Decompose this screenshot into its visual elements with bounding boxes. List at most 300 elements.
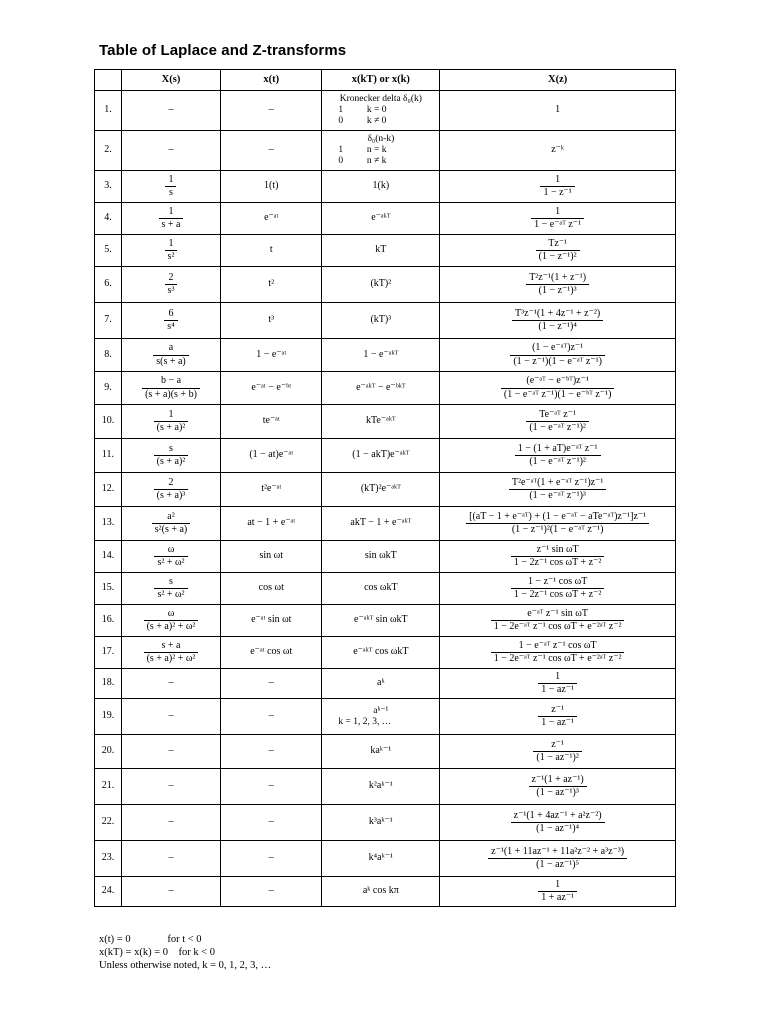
- z-fraction: [531, 207, 584, 231]
- header-laplace: X(s): [121, 70, 220, 91]
- row-number: 4.: [95, 203, 122, 235]
- z-numerator: Te⁻ᵃᵀ z⁻¹: [526, 410, 589, 423]
- z-numerator: z⁻¹: [538, 705, 577, 718]
- row-number: 14.: [95, 541, 122, 573]
- z-denominator: (1 − e⁻ᵃᵀ z⁻¹)(1 − e⁻ᵇᵀ z⁻¹): [503, 388, 612, 400]
- header-z: X(z): [440, 70, 676, 91]
- z-numerator: z⁻¹ sin ωT: [511, 545, 605, 558]
- table-row: [95, 805, 676, 841]
- row-number: 16.: [95, 605, 122, 637]
- z-denominator: 1 − 2e⁻ᵃᵀ z⁻¹ cos ωT + e⁻²ᵃᵀ z⁻²: [493, 621, 622, 632]
- discrete-function-cell: [322, 267, 440, 303]
- z-numerator: z⁻¹(1 + 4az⁻¹ + a²z⁻²): [511, 811, 605, 824]
- z-numerator: 1: [540, 175, 574, 188]
- laplace-denominator: s²: [167, 251, 175, 262]
- laplace-value: –: [168, 852, 174, 864]
- z-numerator: (e⁻ᵃᵀ − e⁻ᵇᵀ)z⁻¹: [501, 376, 615, 389]
- laplace-denominator: (s + a)²: [156, 422, 186, 433]
- laplace-fraction: [165, 175, 176, 199]
- time-function-cell: –: [221, 91, 322, 131]
- z-fraction: [501, 376, 615, 400]
- table-row: [95, 637, 676, 669]
- z-fraction: [540, 175, 574, 199]
- z-numerator: 1: [531, 207, 584, 220]
- table-row: [95, 267, 676, 303]
- table-row: [95, 573, 676, 605]
- laplace-numerator: ω: [154, 545, 187, 558]
- discrete-function-cell: [322, 235, 440, 267]
- laplace-value: –: [168, 816, 174, 828]
- discrete-function-cell: [322, 507, 440, 541]
- z-numerator: (1 − e⁻ᵃᵀ)z⁻¹: [510, 343, 605, 356]
- discrete-function-cell: [322, 841, 440, 877]
- z-transform-cell: [440, 203, 676, 235]
- z-fraction: [529, 775, 587, 799]
- z-numerator: 1: [538, 672, 577, 685]
- discrete-value: aᵏ cos kπ: [362, 885, 399, 897]
- laplace-fraction: [165, 239, 178, 263]
- discrete-function-cell: [322, 605, 440, 637]
- transform-table: [94, 69, 676, 907]
- laplace-denominator: (s + a)(s + b): [145, 388, 197, 400]
- discrete-function-cell: [322, 877, 440, 907]
- laplace-numerator: 6: [164, 309, 177, 322]
- laplace-value: –: [168, 885, 174, 897]
- z-fraction: [526, 410, 589, 434]
- z-denominator: (1 − z⁻¹)(1 − e⁻ᵃᵀ z⁻¹): [513, 355, 602, 367]
- discrete-line: 0 n ≠ k: [338, 155, 387, 166]
- z-numerator: e⁻ᵃᵀ z⁻¹ sin ωT: [491, 609, 625, 622]
- table-row: [95, 235, 676, 267]
- z-denominator: (1 − z⁻¹)²: [538, 251, 577, 262]
- laplace-numerator: 1: [165, 175, 176, 188]
- discrete-value: (1 − akT)e⁻ᵃᵏᵀ: [352, 449, 410, 461]
- time-function-cell: e⁻ᵃᵗ cos ωt: [221, 637, 322, 669]
- laplace-cell: [121, 171, 220, 203]
- header-time: x(t): [221, 70, 322, 91]
- row-number: 19.: [95, 699, 122, 735]
- laplace-cell: [121, 235, 220, 267]
- discrete-value: (kT)²e⁻ᵃᵏᵀ: [360, 483, 401, 495]
- laplace-numerator: b − a: [142, 376, 200, 389]
- laplace-numerator: a²: [152, 512, 191, 525]
- laplace-denominator: s²(s + a): [154, 524, 188, 535]
- table-row: [95, 303, 676, 339]
- laplace-fraction: [142, 376, 200, 400]
- time-function-cell: –: [221, 735, 322, 769]
- discrete-function-cell: [322, 339, 440, 372]
- laplace-cell: [121, 637, 220, 669]
- discrete-value: 1 − e⁻ᵃᵏᵀ: [363, 348, 399, 360]
- z-transform-cell: [440, 637, 676, 669]
- laplace-cell: [121, 841, 220, 877]
- row-number: 18.: [95, 669, 122, 699]
- discrete-value: kTe⁻ᵃᵏᵀ: [366, 415, 396, 427]
- table-row: [95, 699, 676, 735]
- laplace-cell: [121, 267, 220, 303]
- table-row: [95, 669, 676, 699]
- table-row: [95, 171, 676, 203]
- laplace-denominator: s³: [167, 285, 175, 296]
- laplace-value: –: [168, 144, 174, 156]
- laplace-fraction: [154, 577, 187, 601]
- time-function-cell: –: [221, 669, 322, 699]
- discrete-value: e⁻ᵃᵏᵀ cos ωkT: [353, 646, 409, 658]
- z-transform-cell: [440, 405, 676, 439]
- z-denominator: (1 − e⁻ᵃᵀ z⁻¹)²: [529, 456, 586, 467]
- time-function-cell: e⁻ᵃᵗ − e⁻ᵇᵗ: [221, 372, 322, 405]
- laplace-denominator: s² + ω²: [157, 589, 185, 600]
- discrete-function-cell: [322, 203, 440, 235]
- table-row: [95, 203, 676, 235]
- discrete-line: k = 1, 2, 3, …: [338, 716, 392, 727]
- laplace-numerator: 2: [154, 478, 189, 491]
- z-denominator: 1 + az⁻¹: [541, 892, 575, 903]
- laplace-cell: [121, 405, 220, 439]
- z-transform-cell: [440, 439, 676, 473]
- z-denominator: (1 − az⁻¹)³: [536, 787, 579, 798]
- z-transform-cell: [440, 507, 676, 541]
- discrete-value: k⁴aᵏ⁻¹: [368, 852, 394, 864]
- table-row: [95, 735, 676, 769]
- laplace-numerator: 1: [154, 410, 189, 423]
- z-denominator: (1 − az⁻¹)⁵: [536, 859, 580, 870]
- z-fraction: [538, 672, 577, 696]
- z-numerator: z⁻¹: [533, 740, 581, 753]
- table-row: [95, 541, 676, 573]
- z-numerator: z⁻¹(1 + az⁻¹): [529, 775, 587, 788]
- z-fraction: [538, 705, 577, 729]
- z-transform-cell: [440, 267, 676, 303]
- z-transform-cell: [440, 171, 676, 203]
- z-fraction: [466, 512, 649, 536]
- table-body: [95, 91, 676, 907]
- laplace-denominator: s + a: [161, 219, 181, 230]
- laplace-numerator: 2: [165, 273, 178, 286]
- discrete-function-cell: [322, 735, 440, 769]
- time-function-cell: t: [221, 235, 322, 267]
- z-transform-cell: [440, 339, 676, 372]
- discrete-value: cos ωkT: [364, 582, 398, 594]
- row-number: 1.: [95, 91, 122, 131]
- z-numerator: T²z⁻¹(1 + z⁻¹): [526, 273, 589, 286]
- time-function-cell: –: [221, 877, 322, 907]
- z-numerator: [(aT − 1 + e⁻ᵃᵀ) + (1 − e⁻ᵃᵀ − aTe⁻ᵃᵀ)z⁻¹]z⁻¹: [466, 512, 649, 525]
- z-transform-cell: [440, 769, 676, 805]
- discrete-value: e⁻ᵃᵏᵀ: [371, 212, 391, 224]
- z-numerator: T²e⁻ᵃᵀ(1 + e⁻ᵃᵀ z⁻¹)z⁻¹: [509, 478, 606, 491]
- discrete-value: kT: [375, 244, 387, 256]
- z-numerator: T³z⁻¹(1 + 4z⁻¹ + z⁻²): [512, 309, 603, 322]
- discrete-function-cell: [322, 473, 440, 507]
- row-number: 6.: [95, 267, 122, 303]
- laplace-numerator: s: [154, 444, 189, 457]
- header-discrete: x(kT) or x(k): [322, 70, 440, 91]
- discrete-value: (kT)²: [370, 278, 392, 290]
- time-function-cell: cos ωt: [221, 573, 322, 605]
- laplace-denominator: s: [169, 187, 173, 198]
- row-number: 22.: [95, 805, 122, 841]
- laplace-denominator: s⁴: [167, 321, 175, 332]
- table-row: [95, 507, 676, 541]
- z-transform-cell: [440, 573, 676, 605]
- laplace-cell: [121, 91, 220, 131]
- discrete-function-cell: [322, 91, 440, 131]
- laplace-cell: [121, 769, 220, 805]
- discrete-line: aᵏ⁻¹: [373, 705, 389, 716]
- laplace-numerator: s: [154, 577, 187, 590]
- z-transform-cell: [440, 841, 676, 877]
- discrete-function-cell: [322, 171, 440, 203]
- discrete-line: 1 n = k: [338, 145, 387, 156]
- z-transform-cell: [440, 877, 676, 907]
- laplace-fraction: [154, 478, 189, 502]
- row-number: 8.: [95, 339, 122, 372]
- discrete-function-cell: [322, 669, 440, 699]
- laplace-denominator: s² + ω²: [157, 557, 185, 568]
- discrete-value: (kT)³: [370, 314, 392, 326]
- laplace-cell: [121, 339, 220, 372]
- table-row: [95, 769, 676, 805]
- time-function-cell: e⁻ᵃᵗ: [221, 203, 322, 235]
- time-function-cell: t²: [221, 267, 322, 303]
- table-row: [95, 339, 676, 372]
- laplace-cell: [121, 303, 220, 339]
- laplace-fraction: [144, 609, 199, 633]
- table-row: [95, 405, 676, 439]
- discrete-function-cell: [322, 699, 440, 735]
- footnote: Unless otherwise noted, k = 0, 1, 2, 3, …: [99, 960, 272, 971]
- laplace-numerator: s + a: [144, 641, 199, 654]
- row-number: 13.: [95, 507, 122, 541]
- z-numerator: z⁻¹(1 + 11az⁻¹ + 11a²z⁻² + a³z⁻³): [488, 847, 627, 860]
- laplace-fraction: [159, 207, 184, 231]
- laplace-fraction: [152, 512, 191, 536]
- discrete-value: e⁻ᵃᵏᵀ sin ωkT: [354, 614, 408, 626]
- discrete-function-cell: [322, 637, 440, 669]
- table-row: [95, 605, 676, 637]
- laplace-denominator: (s + a)² + ω²: [146, 621, 196, 632]
- laplace-fraction: [154, 545, 187, 569]
- laplace-fraction: [154, 444, 189, 468]
- z-value: z⁻ᵏ: [551, 144, 565, 156]
- z-fraction: [491, 641, 625, 665]
- footnotes: [99, 933, 271, 972]
- z-denominator: 1 − az⁻¹: [541, 717, 575, 728]
- discrete-function-cell: [322, 303, 440, 339]
- table-row: [95, 372, 676, 405]
- laplace-cell: [121, 805, 220, 841]
- laplace-fraction: [164, 309, 177, 333]
- z-denominator: 1 − z⁻¹: [543, 187, 572, 198]
- header-index: [95, 70, 122, 91]
- table-row: [95, 841, 676, 877]
- laplace-cell: [121, 372, 220, 405]
- z-denominator: (1 − z⁻¹)⁴: [538, 321, 577, 332]
- row-number: 17.: [95, 637, 122, 669]
- laplace-value: –: [168, 745, 174, 757]
- z-denominator: (1 − az⁻¹)²: [536, 752, 579, 763]
- z-transform-cell: [440, 91, 676, 131]
- laplace-cell: [121, 699, 220, 735]
- table-row: [95, 131, 676, 171]
- table-row: [95, 439, 676, 473]
- z-denominator: (1 − e⁻ᵃᵀ z⁻¹)²: [529, 422, 586, 433]
- z-transform-cell: [440, 669, 676, 699]
- z-denominator: 1 − az⁻¹: [541, 684, 575, 695]
- time-function-cell: 1 − e⁻ᵃᵗ: [221, 339, 322, 372]
- time-function-cell: (1 − at)e⁻ᵃᵗ: [221, 439, 322, 473]
- laplace-denominator: (s + a)³: [156, 490, 186, 501]
- discrete-value: aᵏ: [377, 677, 385, 689]
- discrete-function-cell: [322, 769, 440, 805]
- laplace-value: –: [168, 677, 174, 689]
- laplace-fraction: [153, 343, 189, 367]
- row-number: 21.: [95, 769, 122, 805]
- laplace-cell: [121, 507, 220, 541]
- z-fraction: [511, 577, 605, 601]
- row-number: 15.: [95, 573, 122, 605]
- table-row: [95, 473, 676, 507]
- laplace-cell: [121, 473, 220, 507]
- row-number: 12.: [95, 473, 122, 507]
- time-function-cell: –: [221, 805, 322, 841]
- laplace-numerator: 1: [159, 207, 184, 220]
- z-transform-cell: [440, 805, 676, 841]
- table-row: [95, 91, 676, 131]
- laplace-cell: [121, 605, 220, 637]
- laplace-cell: [121, 541, 220, 573]
- discrete-line: 0 k ≠ 0: [338, 115, 387, 126]
- row-number: 10.: [95, 405, 122, 439]
- discrete-value: 1(k): [372, 180, 390, 192]
- z-value: 1: [555, 104, 561, 116]
- z-transform-cell: [440, 372, 676, 405]
- z-fraction: [533, 740, 581, 764]
- discrete-line: Kronecker delta δ₀(k): [339, 94, 422, 105]
- discrete-value: k³aᵏ⁻¹: [368, 816, 393, 828]
- table-row: [95, 877, 676, 907]
- z-transform-cell: [440, 735, 676, 769]
- discrete-function-cell: [322, 573, 440, 605]
- laplace-cell: [121, 439, 220, 473]
- time-function-cell: –: [221, 131, 322, 171]
- laplace-fraction: [154, 410, 189, 434]
- z-fraction: [510, 343, 605, 367]
- discrete-value: sin ωkT: [364, 550, 397, 562]
- laplace-cell: [121, 203, 220, 235]
- z-fraction: [491, 609, 625, 633]
- laplace-cell: [121, 573, 220, 605]
- z-denominator: (1 − e⁻ᵃᵀ z⁻¹)³: [529, 490, 586, 501]
- laplace-cell: [121, 669, 220, 699]
- z-fraction: [526, 273, 589, 297]
- discrete-value: akT − 1 + e⁻ᵃᵏᵀ: [350, 517, 412, 529]
- z-fraction: [536, 239, 580, 263]
- page-title: Table of Laplace and Z-transforms: [99, 42, 347, 59]
- z-denominator: 1 − e⁻ᵃᵀ z⁻¹: [534, 219, 582, 230]
- discrete-value: kaᵏ⁻¹: [370, 745, 392, 757]
- laplace-numerator: ω: [144, 609, 199, 622]
- z-numerator: 1 − e⁻ᵃᵀ z⁻¹ cos ωT: [491, 641, 625, 654]
- discrete-line: 1 k = 0: [338, 105, 387, 116]
- time-function-cell: –: [221, 841, 322, 877]
- time-function-cell: sin ωt: [221, 541, 322, 573]
- z-transform-cell: [440, 235, 676, 267]
- footnote: x(kT) = x(k) = 0 for k < 0: [99, 947, 216, 958]
- laplace-denominator: s(s + a): [156, 355, 186, 367]
- time-function-cell: –: [221, 699, 322, 735]
- z-transform-cell: [440, 541, 676, 573]
- laplace-cell: [121, 877, 220, 907]
- z-fraction: [515, 444, 601, 468]
- discrete-function-cell: [322, 439, 440, 473]
- row-number: 3.: [95, 171, 122, 203]
- time-function-cell: t²e⁻ᵃᵗ: [221, 473, 322, 507]
- row-number: 20.: [95, 735, 122, 769]
- z-transform-cell: [440, 605, 676, 637]
- laplace-fraction: [144, 641, 199, 665]
- discrete-line: δ₀(n-k): [367, 134, 395, 145]
- discrete-value: e⁻ᵃᵏᵀ − e⁻ᵇᵏᵀ: [356, 381, 406, 393]
- table-header-row: [95, 70, 676, 91]
- row-number: 9.: [95, 372, 122, 405]
- z-numerator: Tz⁻¹: [536, 239, 580, 252]
- laplace-denominator: (s + a)²: [156, 456, 186, 467]
- row-number: 11.: [95, 439, 122, 473]
- z-transform-cell: [440, 131, 676, 171]
- laplace-numerator: a: [153, 343, 189, 356]
- time-function-cell: –: [221, 769, 322, 805]
- z-transform-cell: [440, 699, 676, 735]
- z-denominator: 1 − 2z⁻¹ cos ωT + z⁻²: [513, 557, 602, 568]
- time-function-cell: 1(t): [221, 171, 322, 203]
- z-denominator: (1 − z⁻¹)³: [538, 285, 577, 296]
- z-fraction: [511, 811, 605, 835]
- time-function-cell: t³: [221, 303, 322, 339]
- discrete-function-cell: [322, 131, 440, 171]
- discrete-function-cell: [322, 541, 440, 573]
- z-numerator: 1: [538, 880, 577, 893]
- z-fraction: [512, 309, 603, 333]
- z-denominator: (1 − z⁻¹)²(1 − e⁻ᵃᵀ z⁻¹): [511, 524, 604, 535]
- footnote: x(t) = 0 for t < 0: [99, 934, 202, 945]
- row-number: 2.: [95, 131, 122, 171]
- laplace-numerator: 1: [165, 239, 178, 252]
- z-fraction: [538, 880, 577, 904]
- z-denominator: (1 − az⁻¹)⁴: [536, 823, 580, 834]
- discrete-value: k²aᵏ⁻¹: [368, 780, 393, 792]
- discrete-function-cell: [322, 372, 440, 405]
- z-numerator: 1 − (1 + aT)e⁻ᵃᵀ z⁻¹: [515, 444, 601, 457]
- laplace-cell: [121, 735, 220, 769]
- z-transform-cell: [440, 473, 676, 507]
- laplace-value: –: [168, 780, 174, 792]
- row-number: 7.: [95, 303, 122, 339]
- laplace-fraction: [165, 273, 178, 297]
- z-denominator: 1 − 2e⁻ᵃᵀ z⁻¹ cos ωT + e⁻²ᵃᵀ z⁻²: [493, 653, 622, 664]
- time-function-cell: te⁻ᵃᵗ: [221, 405, 322, 439]
- laplace-value: –: [168, 710, 174, 722]
- z-fraction: [511, 545, 605, 569]
- z-denominator: 1 − 2z⁻¹ cos ωT + z⁻²: [513, 589, 602, 600]
- laplace-value: –: [168, 104, 174, 116]
- row-number: 24.: [95, 877, 122, 907]
- z-fraction: [509, 478, 606, 502]
- row-number: 5.: [95, 235, 122, 267]
- discrete-function-cell: [322, 805, 440, 841]
- discrete-function-cell: [322, 405, 440, 439]
